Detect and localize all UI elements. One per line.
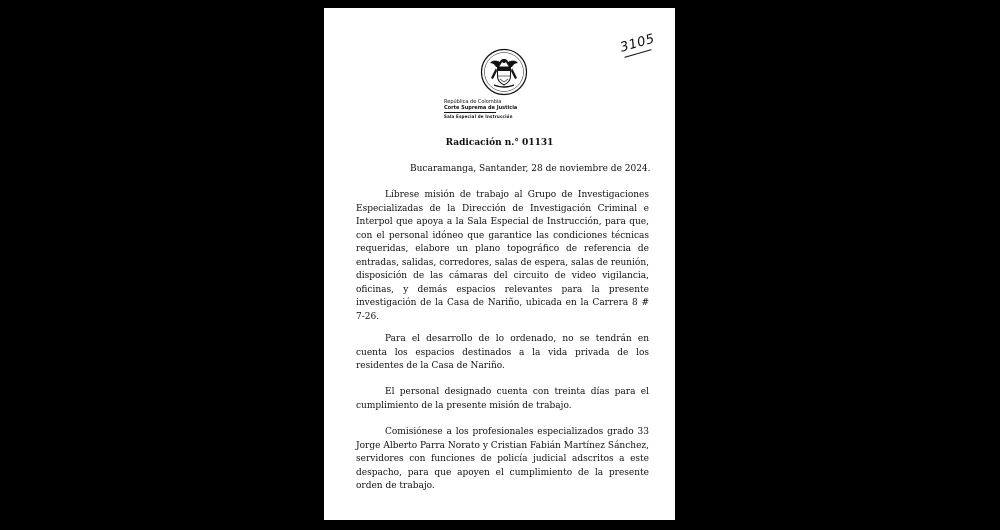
header-country: República de Colombia <box>444 99 502 105</box>
handwritten-page-number: 3105 <box>618 31 657 56</box>
case-number-title: Radicación n.° 01131 <box>445 138 554 148</box>
header-rule <box>444 112 496 113</box>
paragraph-exclusions: Para el desarrollo de lo ordenado, no se tendrán en cuenta los espacios destinados a la vida privada de los residentes de la Casa de Nariño. <box>356 334 649 371</box>
paragraph-work-mission: Líbrese misión de trabajo al Grupo de Investigaciones Especializadas de la Dirección de Investigación Criminal e Interpol que apoya a la Sala Especial de Instrucción, para que, con el personal idóneo que garantice las condiciones técnicas requeridas, elabore un plano topográfico de referencia de entradas, salidas, corredores, salas de espera, salas de reunión, disposición de las cámaras del circuito de video vigilancia, oficinas, y demás espacios relevantes para la presente investigación de la Casa de Nariño, ubicada en la Carrera 8 # 7-26. <box>356 190 649 322</box>
paragraph-commission: Comisiónese a los profesionales especializados grado 33 Jorge Alberto Parra Norato y Cristian Fabián Martínez Sánchez, servidores con funciones de policía judicial adscritos a este despacho, para que apoyen el cumplimiento de la presente orden de trabajo. <box>356 427 649 491</box>
court-header <box>444 99 584 120</box>
header-chamber: Sala Especial de Instrucción <box>444 114 513 119</box>
document-page <box>324 8 675 520</box>
paragraph-deadline: El personal designado cuenta con treinta días para el cumplimiento de la presente misión de trabajo. <box>356 387 649 411</box>
place-and-date: Bucaramanga, Santander, 28 de noviembre de 2024. <box>410 164 651 174</box>
coat-of-arms-seal-icon <box>480 48 528 96</box>
header-court: Corte Suprema de Justicia <box>444 105 518 111</box>
